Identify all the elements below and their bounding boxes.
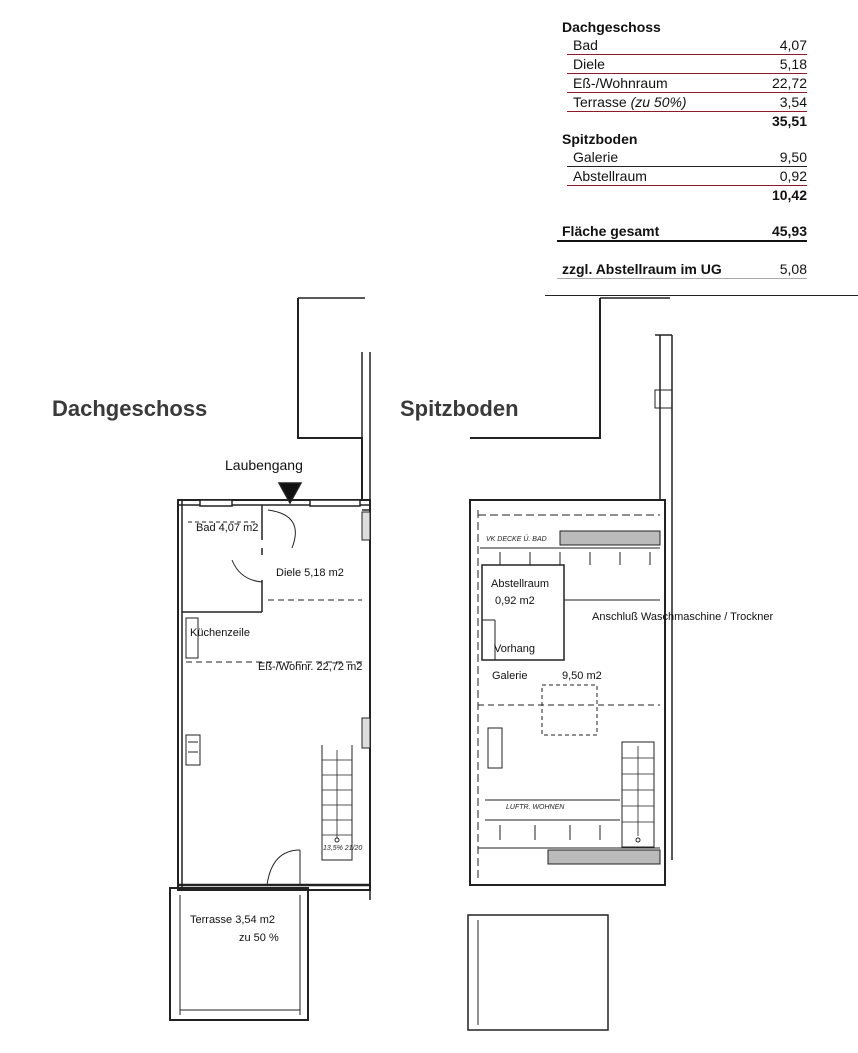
- label-terrasse-50: zu 50 %: [239, 932, 279, 944]
- row-value: 9,50: [779, 149, 807, 165]
- total-value: 45,93: [771, 223, 807, 239]
- extra-value: 5,08: [779, 261, 807, 277]
- label-vorhang: Vorhang: [494, 643, 535, 655]
- label-stair-note: 13,5% 21/20: [323, 845, 363, 852]
- dachgeschoss-sum: 35,51: [771, 113, 807, 129]
- spitzboden-header: Spitzboden: [562, 131, 638, 147]
- row-label: Eß-/Wohnraum: [573, 75, 668, 91]
- label-abstellraum: Abstellraum: [491, 578, 550, 590]
- label-abstellraum-area: 0,92 m2: [495, 595, 535, 607]
- row-label: Galerie: [573, 149, 619, 165]
- row-label: Diele: [573, 56, 605, 72]
- label-decke-bad: VK DECKE Ü. BAD: [486, 536, 547, 543]
- label-diele: Diele 5,18 m2: [276, 567, 344, 579]
- row-label: Bad: [573, 37, 598, 53]
- extra-label: zzgl. Abstellraum im UG: [562, 261, 722, 277]
- label-luftraum: LUFTR. WOHNEN: [506, 804, 565, 811]
- label-bad: Bad 4,07 m2: [196, 522, 259, 534]
- label-laubengang: Laubengang: [225, 457, 303, 473]
- label-anschluss: Anschluß Waschmaschine / Trockner: [592, 611, 774, 623]
- row-value: 4,07: [779, 37, 807, 53]
- label-terrasse: Terrasse 3,54 m2: [190, 914, 275, 926]
- terrasse-label: Terrasse: [573, 94, 627, 110]
- label-galerie-area: 9,50 m2: [562, 670, 602, 682]
- plan-title-spitzboden: Spitzboden: [400, 396, 519, 421]
- dachgeschoss-header: Dachgeschoss: [562, 19, 661, 35]
- row-value: 0,92: [779, 168, 807, 184]
- row-value: 22,72: [771, 75, 807, 91]
- total-label: Fläche gesamt: [562, 223, 660, 239]
- label-galerie: Galerie: [492, 670, 528, 682]
- row-value: 5,18: [779, 56, 807, 72]
- plan-title-dachgeschoss: Dachgeschoss: [52, 396, 208, 421]
- label-wohnraum: Eß-/Wohnr. 22,72 m2: [258, 661, 363, 673]
- row-value: 3,54: [779, 94, 807, 110]
- label-kuechenzeile: Küchenzeile: [190, 627, 250, 639]
- terrasse-note: (zu 50%): [630, 94, 687, 110]
- spitzboden-sum: 10,42: [771, 187, 807, 203]
- row-label: Abstellraum: [573, 168, 647, 184]
